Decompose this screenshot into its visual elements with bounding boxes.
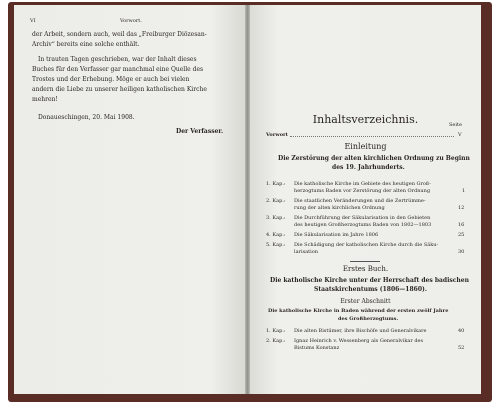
toc-entry-page: 30 [458,249,465,255]
toc-entry-page: 25 [458,232,465,238]
toc-entry-page: 1 [462,188,466,194]
buch-subtitle-line: Staatskirchentums (1806—1860). [314,286,427,293]
buch-subtitle-line: Die katholische Kirche unter der Herrschaft des badischen [270,277,469,284]
vorwort-page: V [458,132,462,138]
right-page [250,5,481,394]
toc-entry-line: des heutigen Großherzogtums Baden von 1802—1803 [294,222,432,228]
abschnitt-subtitle-line: des Großherzogtums. [338,316,399,322]
paragraph-line: Archiv“ bereits eine solche enthält. [32,41,140,48]
toc-entry-kap: 4. Kap.: [266,232,286,238]
place-date: Donaueschingen, 20. Mai 1908. [38,114,135,121]
left-running-header: Vorwort. [120,18,142,24]
toc-entry-line: Die alten Bistümer, ihre Bischöfe und Generalvikare [294,328,427,334]
toc-entry-line: Bistums Konstanz [294,345,340,351]
toc-entry-kap: 3. Kap.: [266,215,286,221]
toc-entry-line: Ignaz Heinrich v. Wessenberg als Generalvikar des [294,338,424,344]
toc-entry-line: Die staatlichen Veränderungen und die Zertrümme- [294,198,426,204]
toc-entry-line: rung der alten kirchlichen Ordnung [294,205,385,211]
toc-entry-page: 12 [458,205,465,211]
paragraph-line: mehren! [32,96,58,103]
einleitung-heading: Einleitung [344,142,387,151]
toc-entry-line: Die Durchführung der Säkularisation in den Gebieten [294,215,431,221]
toc-entry-page: 16 [458,222,465,228]
paragraph-line: In trauten Tagen geschrieben, war der Inhalt dieses [38,56,197,63]
toc-entry-line: Die Schädigung der katholischen Kirche durch die Säku- [294,242,439,248]
vorwort-label: Vorwort [266,132,288,138]
toc-entry-kap: 2. Kap.: [266,198,286,204]
toc-entry-line: Die katholische Kirche im Gebiete des heutigen Groß- [294,181,431,187]
toc-title: Inhaltsverzeichnis. [312,113,419,126]
section-divider [350,261,380,262]
toc-entry-line: Die Säkularisation im Jahre 1806 [294,232,379,238]
buch-heading: Erstes Buch. [342,265,389,273]
paragraph-line: Buches für den Verfasser gar manchmal eine Quelle des [32,66,204,73]
left-page-number: VI [30,18,36,24]
einleitung-subtitle-line: des 19. Jahrhunderts. [332,164,405,171]
toc-entry-kap: 1. Kap.: [266,181,286,187]
toc-entry-page: 40 [458,328,465,334]
einleitung-subtitle-line: Die Zerstörung der alten kirchlichen Ordnung zu Beginn [278,155,470,162]
toc-entry-line: larisation [294,249,318,255]
vorwort-leader [290,132,454,137]
signature: Der Verfasser. [176,128,224,135]
toc-entry-line: herzogtums Baden vor Zerstörung der alten Ordnung [294,188,431,194]
toc-entry-page: 52 [458,345,465,351]
toc-entry-kap: 2. Kap.: [266,338,286,344]
paragraph-line: der Arbeit, sondern auch, weil das „Freiburger Diözesan- [32,31,207,38]
left-page [14,5,245,394]
toc-entry-kap: 5. Kap.: [266,242,286,248]
seite-label: Seite [449,122,462,128]
paragraph-line: Trostes und der Erhebung. Möge er auch bei vielen [32,76,190,83]
toc-entry-kap: 1. Kap.: [266,328,286,334]
paragraph-line: andern die Liebe zu unserer heiligen katholischen Kirche [32,86,207,93]
abschnitt-heading: Erster Abschnitt [340,298,391,305]
abschnitt-subtitle-line: Die katholische Kirche in Baden während der ersten zwölf Jahre [268,308,449,314]
